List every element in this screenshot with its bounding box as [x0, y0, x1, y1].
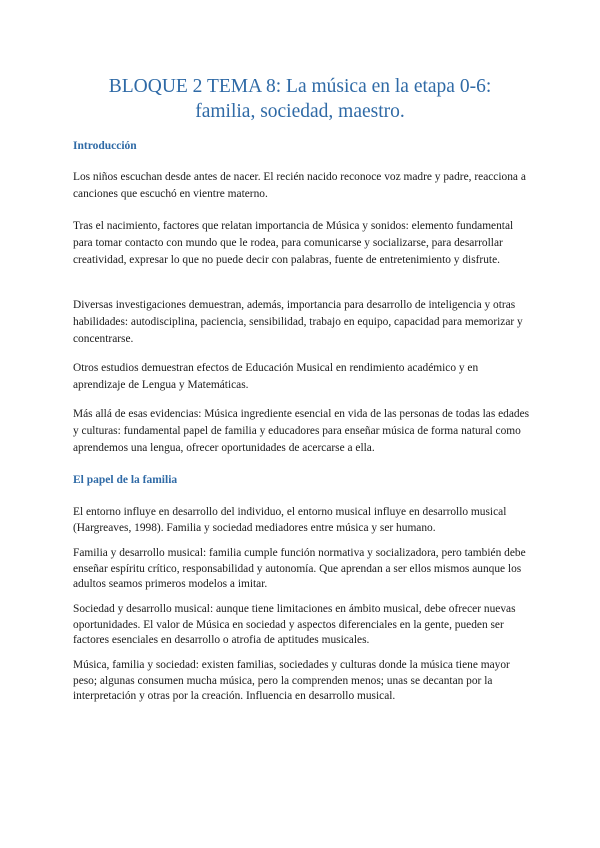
paragraph: Diversas investigaciones demuestran, además, importancia para desarrollo de inteligencia y otras habilidades: autodisciplina, paciencia, sensibilidad, trabajo en equipo, capacidad para memorizar y concentrarse. — [73, 299, 523, 345]
document-title — [40, 74, 560, 124]
paragraph: Los niños escuchan desde antes de nacer. El recién nacido reconoce voz madre y padre, reacciona a canciones que escuchó en vientre materno. — [73, 171, 526, 200]
title-line-1: BLOQUE 2 TEMA 8: La música en la etapa 0-6: — [108, 76, 492, 97]
title-line-2: familia, sociedad, maestro. — [195, 101, 405, 122]
section-heading-papel-familia: El papel de la familia — [73, 474, 178, 486]
paragraph: Sociedad y desarrollo musical: aunque tiene limitaciones en ámbito musical, debe ofrecer nuevas oportunidades. El valor de Música en sociedad y aspectos diferenciales en la gente, pueden ser factores esenciales en desarrollo o atrofia de aptitudes musicales. — [73, 603, 516, 646]
section-heading-introduccion: Introducción — [73, 140, 137, 152]
paragraph: El entorno influye en desarrollo del individuo, el entorno musical influye en desarrollo musical (Hargreaves, 1998). Familia y sociedad mediadores entre música y ser humano. — [73, 506, 507, 534]
paragraph: Más allá de esas evidencias: Música ingrediente esencial en vida de las personas de todas las edades y culturas: fundamental papel de familia y educadores para enseñar música de forma natural como aprendemos una lengua, ofrecer oportunidades de acercarse a ella. — [73, 408, 530, 454]
paragraph: Familia y desarrollo musical: familia cumple función normativa y socializadora, pero también debe enseñar espíritu crítico, responsabilidad y autonomía. Que aprendan a ser ellos mismos aunque los adultos seamos primeros modelos a imitar. — [73, 547, 526, 590]
paragraph: Tras el nacimiento, factores que relatan importancia de Música y sonidos: elemento fundamental para tomar contacto con mundo que le rodea, para comunicarse y socializarse, para desarrollar creatividad, expresar lo que no puede decir con palabras, fuente de entretenimiento y disfrute. — [73, 220, 514, 266]
paragraph: Otros estudios demuestran efectos de Educación Musical en rendimiento académico y en aprendizaje de Lengua y Matemáticas. — [73, 362, 479, 391]
paragraph: Música, familia y sociedad: existen familias, sociedades y culturas donde la música tiene mayor peso; algunas consumen mucha música, pero la comprenden menos; unas se decantan por la interpretación y otras por la creación. Influencia en desarrollo musical. — [73, 659, 510, 702]
